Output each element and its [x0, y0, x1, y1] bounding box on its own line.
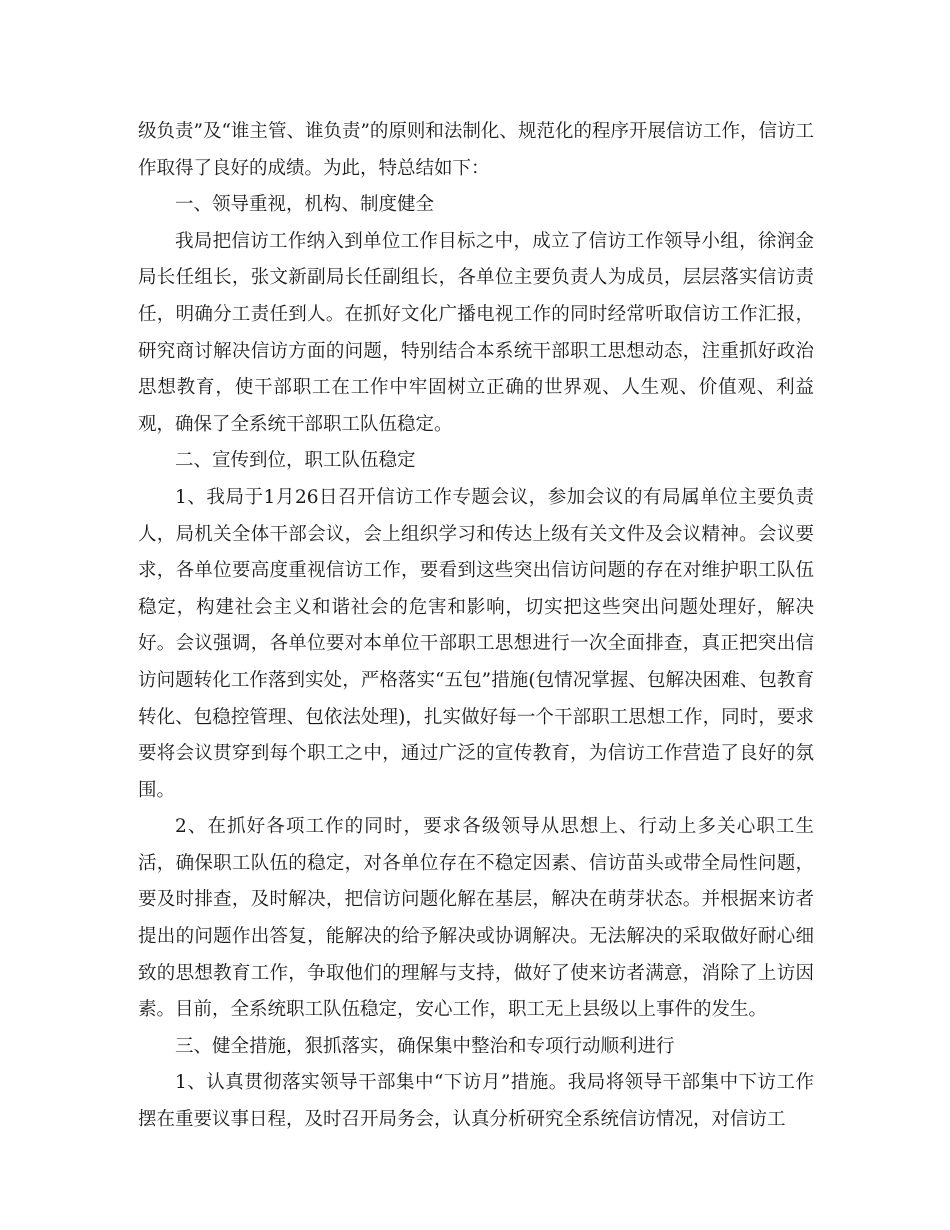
paragraph-continuation: 级负责”及“谁主管、谁负责”的原则和法制化、规范化的程序开展信访工作，信访工作取得了良好的成绩。为此，特总结如下：: [138, 121, 814, 179]
section-heading-2: 二、宣传到位，职工队伍稳定: [175, 450, 416, 472]
paragraph-visit-month: 1、认真贯彻落实领导干部集中“下访月”措施。我局将领导干部集中下访工作摆在重要议事日程，及时召开局务会，认真分析研究全系统信访情况，对信访工: [138, 1072, 814, 1131]
paragraph-stability: 2、在抓好各项工作的同时，要求各级领导从思想上、行动上多关心职工生活，确保职工队伍的稳定，对各单位存在不稳定因素、信访苗头或带全局性问题，要及时排查，及时解决，把信访问题化解在基层，解决在萌芽状态。并根据来访者提出的问题作出答复，能解决的给予解决或协调解决。无法解决的采取做好耐心细致的思想教育工作，争取他们的理解与支持，做好了使来访者满意，消除了上访因素。目前，全系统职工队伍稳定，安心工作，职工无上县级以上事件的发生。: [138, 816, 814, 1021]
paragraph-meeting: 1、我局于1月26日召开信访工作专题会议，参加会议的有局属单位主要负责人，局机关全体干部会议，会上组织学习和传达上级有关文件及会议精神。会议要求，各单位要高度重视信访工作，要看到这些突出信访问题的存在对维护职工队伍稳定，构建社会主义和谐社会的危害和影响，切实把这些突出问题处理好，解决好。会议强调，各单位要对本单位干部职工思想进行一次全面排查，真正把突出信访问题转化工作落到实处，严格落实“五包”措施(包情况掌握、包解决困难、包教育转化、包稳控管理、包依法处理)，扎实做好每一个干部职工思想工作，同时，要求要将会议贯穿到每个职工之中，通过广泛的宣传教育，为信访工作营造了良好的氛围。: [138, 486, 814, 801]
document-body: [138, 114, 814, 1139]
section-heading-1: 一、领导重视，机构、制度健全: [175, 194, 435, 216]
paragraph-leadership: 我局把信访工作纳入到单位工作目标之中，成立了信访工作领导小组，徐润金局长任组长，张文新副局长任副组长，各单位主要负责人为成员，层层落实信访责任，明确分工责任到人。在抓好文化广播电视工作的同时经常听取信访工作汇报，研究商讨解决信访方面的问题，特别结合本系统干部职工思想动态，注重抓好政治思想教育，使干部职工在工作中牢固树立正确的世界观、人生观、价值观、利益观，确保了全系统干部职工队伍稳定。: [138, 230, 814, 435]
section-heading-3: 三、健全措施，狠抓落实，确保集中整治和专项行动顺利进行: [175, 1035, 675, 1057]
